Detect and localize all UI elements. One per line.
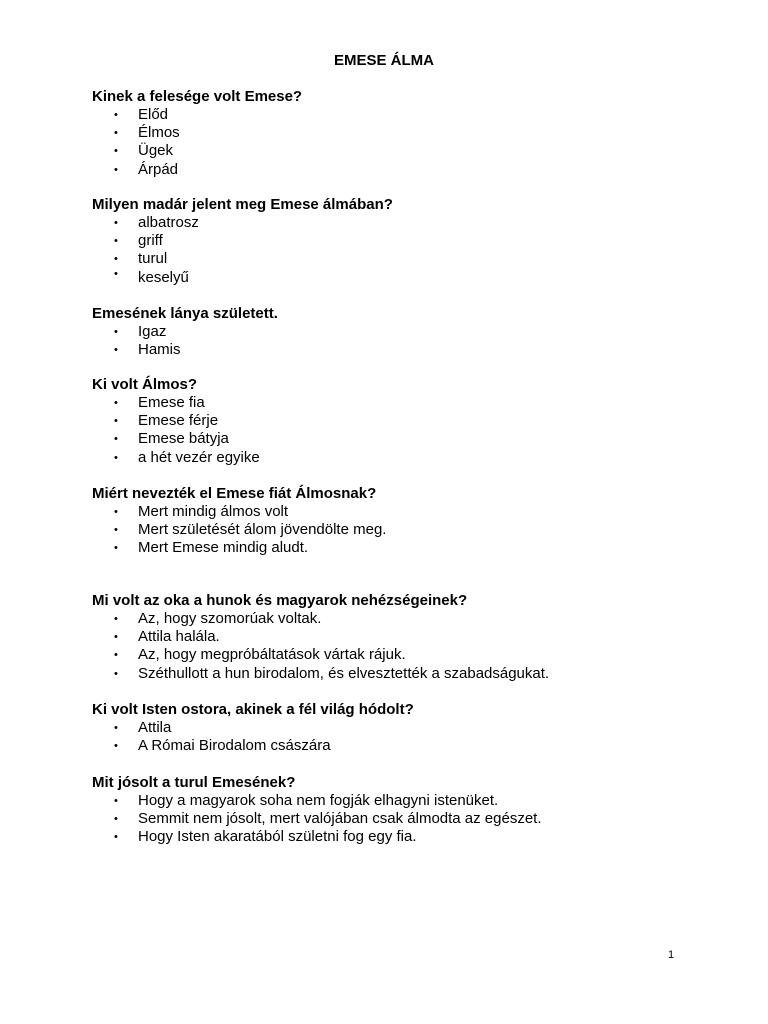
answer-label: turul: [138, 250, 168, 268]
page-number: 1: [668, 949, 675, 961]
bullet-icon: •: [114, 722, 118, 734]
bullet-icon: •: [114, 831, 118, 844]
answer-label: Attila halála.: [138, 628, 220, 646]
answer-label: keselyű: [138, 268, 189, 286]
answer-option: [92, 539, 712, 557]
bullet-icon: •: [114, 813, 118, 826]
answer-options: [92, 323, 712, 359]
bullet-icon: •: [114, 109, 118, 121]
bullet-icon: •: [114, 451, 118, 464]
answer-label: Attila: [138, 719, 172, 736]
answer-label: Élmos: [138, 124, 180, 142]
answer-option: [92, 628, 712, 646]
answer-label: Hogy a magyarok soha nem fogják elhagyni istenüket.: [138, 792, 499, 809]
answer-label: Előd: [138, 106, 169, 123]
answer-option: [92, 106, 712, 124]
answer-label: Mert mindig álmos volt: [138, 503, 289, 520]
page-title: EMESE ÁLMA: [333, 52, 434, 69]
answer-label: Széthullott a hun birodalom, és elvesztették a szabadságukat.: [138, 664, 550, 682]
answer-label: Igaz: [138, 323, 167, 340]
question-text: Milyen madár jelent meg Emese álmában?: [92, 196, 393, 213]
question-text: Mi volt az oka a hunok és magyarok nehézségeinek?: [92, 592, 468, 609]
answer-option: [92, 719, 712, 737]
answer-option: [92, 610, 712, 628]
answer-option: [92, 161, 712, 179]
bullet-icon: •: [114, 127, 118, 140]
answer-label: Hogy Isten akaratából születni fog egy fia.: [138, 828, 417, 846]
question-text: Emesének lánya született.: [92, 305, 278, 322]
answer-label: Mert Emese mindig aludt.: [138, 539, 309, 557]
answer-options: [92, 503, 712, 558]
answer-label: Emese bátyja: [138, 430, 229, 448]
answer-option: [92, 503, 712, 521]
bullet-icon: •: [114, 163, 118, 176]
bullet-icon: •: [114, 542, 118, 555]
bullet-icon: •: [114, 795, 118, 807]
answer-option: [92, 430, 712, 448]
answer-option: [92, 810, 712, 828]
answer-option: [92, 665, 712, 683]
answer-label: Emese fia: [138, 394, 205, 411]
bullet-icon: •: [114, 217, 118, 229]
answer-option: [92, 412, 712, 430]
bullet-icon: •: [114, 667, 118, 680]
answer-option: [92, 124, 712, 142]
question-block-6: [92, 592, 712, 683]
bullet-icon: •: [114, 433, 118, 446]
answer-option: [92, 269, 712, 287]
answer-label: Emese férje: [138, 412, 219, 430]
answer-options: [92, 792, 712, 847]
answer-option: [92, 737, 712, 755]
answer-option: [92, 646, 712, 664]
bullet-icon: •: [114, 649, 118, 662]
answer-options: [92, 610, 712, 683]
question-text: Ki volt Isten ostora, akinek a fél világ hódolt?: [92, 701, 414, 718]
answer-option: [92, 792, 712, 810]
answer-label: Hamis: [138, 341, 181, 359]
answer-label: griff: [138, 232, 163, 250]
bullet-icon: •: [114, 415, 118, 428]
answer-option: [92, 250, 712, 268]
answer-option: [92, 341, 712, 359]
bullet-icon: •: [114, 267, 118, 280]
answer-options: [92, 394, 712, 467]
answer-label: Mert születését álom jövendölte meg.: [138, 521, 387, 539]
bullet-icon: •: [114, 613, 118, 625]
question-block-2: [92, 196, 712, 287]
question-block-4: [92, 376, 712, 467]
bullet-icon: •: [114, 740, 118, 753]
question-block-8: [92, 774, 712, 847]
answer-options: [92, 719, 712, 755]
bullet-icon: •: [114, 524, 118, 537]
answer-label: Az, hogy megpróbáltatások vártak rájuk.: [138, 646, 406, 664]
answer-option: [92, 828, 712, 846]
answer-label: A Római Birodalom császára: [138, 737, 331, 755]
answer-label: albatrosz: [138, 214, 199, 231]
answer-option: [92, 394, 712, 412]
answer-label: Semmit nem jósolt, mert valójában csak álmodta az egészet.: [138, 810, 542, 828]
bullet-icon: •: [114, 631, 118, 644]
answer-options: [92, 106, 712, 179]
answer-option: [92, 449, 712, 467]
question-block-1: [92, 88, 712, 179]
answer-option: [92, 232, 712, 250]
bullet-icon: •: [114, 145, 118, 158]
answer-label: Az, hogy szomorúak voltak.: [138, 610, 322, 627]
answer-option: [92, 214, 712, 232]
answer-label: a hét vezér egyike: [138, 448, 260, 466]
question-block-5: [92, 485, 712, 558]
bullet-icon: •: [114, 344, 118, 357]
question-block-3: [92, 305, 712, 359]
bullet-icon: •: [114, 253, 118, 266]
answer-label: Ügek: [138, 142, 174, 160]
bullet-icon: •: [114, 235, 118, 248]
question-text: Miért nevezték el Emese fiát Álmosnak?: [92, 485, 377, 502]
answer-option: [92, 323, 712, 341]
bullet-icon: •: [114, 326, 118, 338]
question-text: Mit jósolt a turul Emesének?: [92, 774, 296, 791]
answer-option: [92, 521, 712, 539]
question-text: Ki volt Álmos?: [92, 376, 198, 393]
answer-options: [92, 214, 712, 287]
bullet-icon: •: [114, 397, 118, 409]
question-text: Kinek a felesége volt Emese?: [92, 88, 303, 105]
answer-option: [92, 142, 712, 160]
bullet-icon: •: [114, 506, 118, 518]
question-block-7: [92, 701, 712, 755]
answer-label: Árpád: [138, 160, 179, 178]
